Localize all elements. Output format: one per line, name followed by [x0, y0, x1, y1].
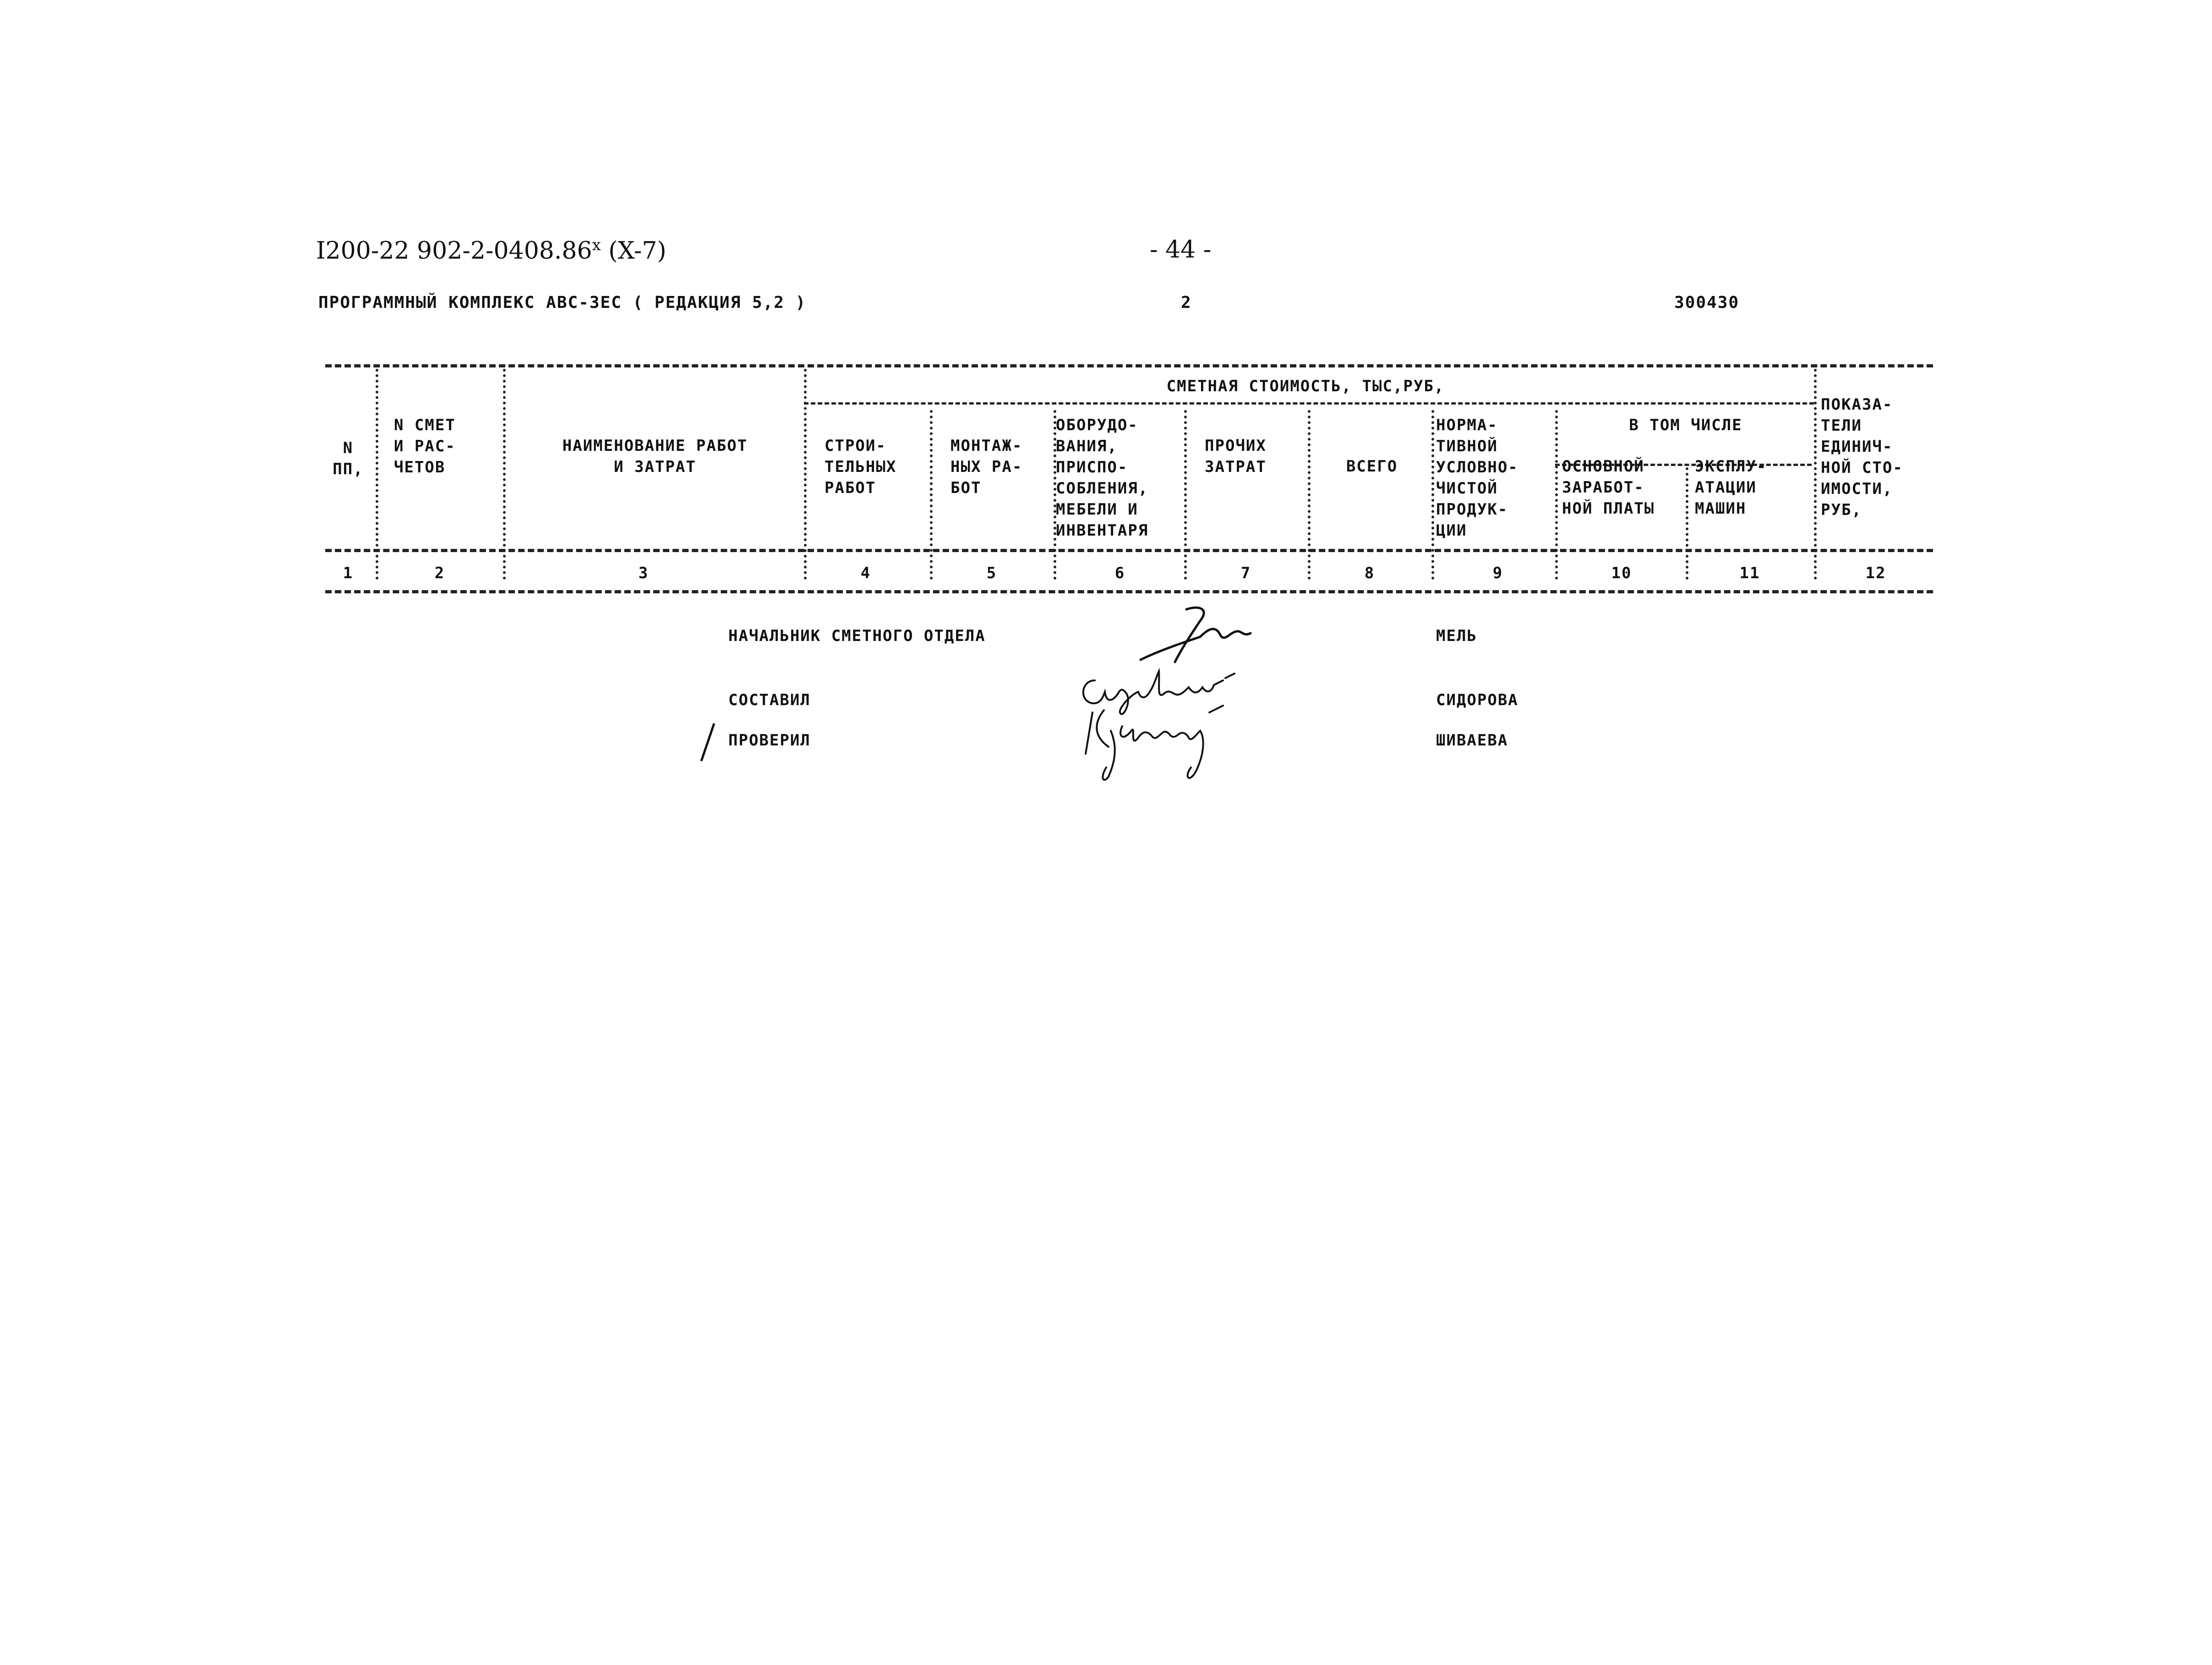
- signature-name: СИДОРОВА: [1436, 691, 1518, 709]
- col-number: 11: [1739, 564, 1760, 582]
- document-id-tail: (X-7): [601, 237, 666, 265]
- col-separator: [503, 369, 506, 580]
- handwritten-signature: [1072, 703, 1264, 786]
- group-header-estimated-cost: СМЕТНАЯ СТОИМОСТЬ, ТЫС,РУБ,: [1166, 377, 1445, 395]
- subgroup-header-including: В ТОМ ЧИСЛЕ: [1629, 416, 1742, 434]
- col-separator: [1555, 410, 1558, 580]
- col-header-other-costs: ПРОЧИХ ЗАТРАТ: [1205, 437, 1267, 476]
- page-number: - 44 -: [1150, 236, 1212, 263]
- signature-name: ШИВАЕВА: [1436, 731, 1508, 750]
- signature-role: ПРОВЕРИЛ: [728, 731, 811, 750]
- header-bottom-rule: [325, 549, 1933, 552]
- numbers-bottom-rule: [325, 590, 1933, 593]
- col-separator: [930, 410, 933, 580]
- check-mark: [699, 722, 717, 765]
- document-id-main: I200-22 902-2-0408.86: [316, 237, 592, 265]
- col-header-work-name: НАИМЕНОВАНИЕ РАБОТ И ЗАТРАТ: [562, 437, 748, 476]
- sheet-number: 2: [1181, 293, 1192, 312]
- handwritten-signature: [1131, 600, 1255, 669]
- col-separator: [804, 369, 807, 580]
- signature-name: МЕЛЬ: [1436, 627, 1477, 645]
- table-top-rule: [325, 364, 1933, 367]
- col-header-unit-cost: ПОКАЗА- ТЕЛИ ЕДИНИЧ- НОЙ СТО- ИМОСТИ, РУБ,: [1821, 395, 1903, 519]
- col-number: 1: [343, 564, 354, 582]
- col-header-construction: СТРОИ- ТЕЛЬНЫХ РАБОТ: [825, 437, 897, 497]
- col-number: 7: [1240, 564, 1251, 582]
- col-header-equipment: ОБОРУДО- ВАНИЯ, ПРИСПО- СОБЛЕНИЯ, МЕБЕЛИ И ИНВЕНТАРЯ: [1056, 416, 1149, 540]
- col-number: 10: [1611, 564, 1632, 582]
- col-header-base-wages: ОСНОВНОЙ ЗАРАБОТ- НОЙ ПЛАТЫ: [1562, 457, 1655, 518]
- document-id: [316, 236, 666, 264]
- col-number: 6: [1114, 564, 1125, 582]
- col-header-installation: МОНТАЖ- НЫХ РА- БОТ: [950, 437, 1023, 497]
- col-number: 8: [1364, 564, 1375, 582]
- col-number: 2: [434, 564, 445, 582]
- col-header-normative-output: НОРМА- ТИВНОЙ УСЛОВНО- ЧИСТОЙ ПРОДУК- ЦИИ: [1436, 416, 1518, 540]
- col-separator: [1431, 410, 1434, 580]
- col-header-estimate-number: N СМЕТ И РАС- ЧЕТОВ: [394, 416, 456, 476]
- group-header-rule: [804, 402, 1814, 405]
- col-separator: [1686, 467, 1688, 580]
- col-header-machine-operation: ЭКСПЛУ- АТАЦИИ МАШИН: [1695, 457, 1767, 518]
- col-separator: [1814, 369, 1817, 580]
- signature-role: НАЧАЛЬНИК СМЕТНОГО ОТДЕЛА: [728, 627, 986, 645]
- program-title: ПРОГРАММНЫЙ КОМПЛЕКС АВС-3ЕС ( РЕДАКЦИЯ 5,2 ): [318, 293, 807, 312]
- signature-role: СОСТАВИЛ: [728, 691, 811, 709]
- col-number: 9: [1492, 564, 1503, 582]
- col-number: 3: [638, 564, 649, 582]
- document-code: 300430: [1674, 293, 1740, 312]
- col-number: 5: [986, 564, 997, 582]
- document-id-superscript: x: [592, 236, 601, 254]
- col-header-item-number: N ПП,: [333, 439, 364, 478]
- col-number: 4: [860, 564, 871, 582]
- col-number: 12: [1865, 564, 1886, 582]
- col-separator: [376, 369, 378, 580]
- col-header-total: ВСЕГО: [1346, 457, 1398, 476]
